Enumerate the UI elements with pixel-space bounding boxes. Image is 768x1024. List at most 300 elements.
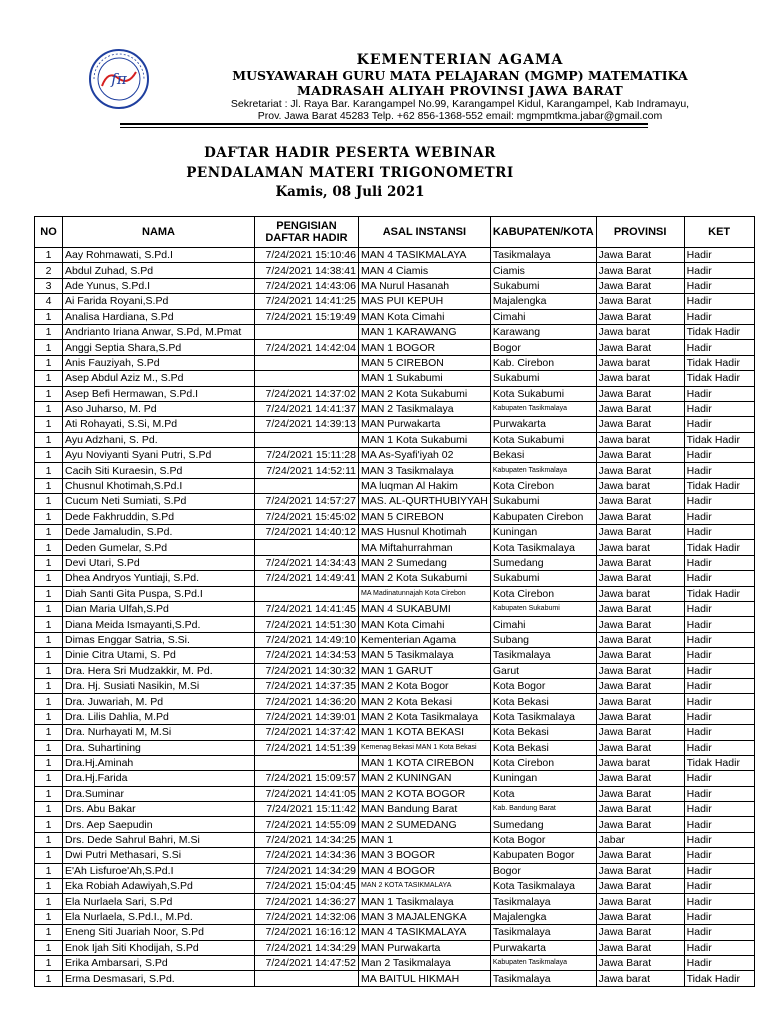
cell-asal-instansi: MAN 3 MAJALENGKA — [359, 909, 491, 924]
cell-ket: Hadir — [684, 678, 754, 693]
cell-pengisian: 7/24/2021 14:55:09 — [255, 817, 359, 832]
cell-ket: Hadir — [684, 340, 754, 355]
cell-provinsi: Jawa Barat — [596, 648, 684, 663]
cell-asal-instansi: MAN 5 Tasikmalaya — [359, 648, 491, 663]
cell-no: 1 — [35, 740, 63, 755]
cell-pengisian — [255, 755, 359, 770]
cell-provinsi: Jawa Barat — [596, 725, 684, 740]
cell-no: 1 — [35, 509, 63, 524]
cell-nama: Dra.Suminar — [63, 786, 255, 801]
cell-pengisian: 7/24/2021 14:43:06 — [255, 278, 359, 293]
cell-provinsi: Jawa Barat — [596, 571, 684, 586]
cell-no: 1 — [35, 601, 63, 616]
cell-ket: Hadir — [684, 694, 754, 709]
cell-asal-instansi: MAN 1 — [359, 832, 491, 847]
cell-ket: Tidak Hadir — [684, 371, 754, 386]
cell-kabupaten: Majalengka — [490, 294, 596, 309]
cell-asal-instansi: MAN 2 SUMEDANG — [359, 817, 491, 832]
cell-kabupaten: Kota Cirebon — [490, 586, 596, 601]
cell-asal-instansi: MAN 2 KOTA BOGOR — [359, 786, 491, 801]
cell-nama: Dimas Enggar Satria, S.Si. — [63, 632, 255, 647]
cell-nama: Ai Farida Royani,S.Pd — [63, 294, 255, 309]
cell-provinsi: Jawa Barat — [596, 555, 684, 570]
table-row — [35, 832, 755, 847]
table-row — [35, 909, 755, 924]
cell-provinsi: Jabar — [596, 832, 684, 847]
letterhead — [0, 0, 768, 130]
cell-kabupaten: Tasikmalaya — [490, 248, 596, 263]
table-row — [35, 448, 755, 463]
cell-provinsi: Jawa Barat — [596, 771, 684, 786]
cell-asal-instansi: MAN 1 KARAWANG — [359, 324, 491, 339]
cell-no: 1 — [35, 463, 63, 478]
cell-pengisian: 7/24/2021 14:39:13 — [255, 417, 359, 432]
cell-ket: Hadir — [684, 386, 754, 401]
cell-nama: Diana Meida Ismayanti,S.Pd. — [63, 617, 255, 632]
cell-ket: Hadir — [684, 894, 754, 909]
cell-asal-instansi: MAN Purwakarta — [359, 417, 491, 432]
cell-asal-instansi: MAN 2 KUNINGAN — [359, 771, 491, 786]
cell-asal-instansi: MAS Husnul Khotimah — [359, 525, 491, 540]
attendance-table — [34, 216, 755, 987]
cell-no: 1 — [35, 340, 63, 355]
cell-no: 1 — [35, 955, 63, 970]
cell-provinsi: Jawa Barat — [596, 248, 684, 263]
cell-no: 1 — [35, 909, 63, 924]
cell-kabupaten: Kabupaten Tasikmalaya — [490, 401, 596, 416]
table-row — [35, 371, 755, 386]
cell-provinsi: Jawa Barat — [596, 740, 684, 755]
cell-kabupaten: Kota Cirebon — [490, 478, 596, 493]
cell-kabupaten: Kabupaten Tasikmalaya — [490, 463, 596, 478]
header-no: NO — [35, 217, 63, 248]
cell-ket: Hadir — [684, 263, 754, 278]
cell-nama: Dra.Hj.Farida — [63, 771, 255, 786]
cell-ket: Hadir — [684, 248, 754, 263]
cell-ket: Tidak Hadir — [684, 971, 754, 986]
table-row — [35, 263, 755, 278]
cell-kabupaten: Sukabumi — [490, 278, 596, 293]
cell-kabupaten: Sukabumi — [490, 494, 596, 509]
cell-ket: Hadir — [684, 940, 754, 955]
cell-provinsi: Jawa barat — [596, 586, 684, 601]
cell-asal-instansi: MAN 4 TASIKMALAYA — [359, 248, 491, 263]
cell-no: 1 — [35, 648, 63, 663]
secretariat-address: Sekretariat : Jl. Raya Bar. Karangampel No.99, Karangampel Kidul, Karangampel, Kab Indramayu, — [230, 98, 690, 110]
cell-asal-instansi: MAN 1 KOTA BEKASI — [359, 725, 491, 740]
cell-asal-instansi: MAN 1 KOTA CIREBON — [359, 755, 491, 770]
cell-provinsi: Jawa barat — [596, 432, 684, 447]
table-row — [35, 955, 755, 970]
table-row — [35, 494, 755, 509]
cell-provinsi: Jawa barat — [596, 755, 684, 770]
cell-provinsi: Jawa Barat — [596, 678, 684, 693]
cell-asal-instansi: MAS. AL-QURTHUBIYYAH — [359, 494, 491, 509]
cell-ket: Hadir — [684, 817, 754, 832]
cell-no: 1 — [35, 925, 63, 940]
cell-kabupaten: Kota Bogor — [490, 678, 596, 693]
cell-nama: Dede Fakhruddin, S.Pd — [63, 509, 255, 524]
cell-asal-instansi: MAN 2 Kota Sukabumi — [359, 386, 491, 401]
cell-asal-instansi: MAN Purwakarta — [359, 940, 491, 955]
cell-nama: Chusnul Khotimah,S.Pd.I — [63, 478, 255, 493]
cell-pengisian: 7/24/2021 14:34:29 — [255, 940, 359, 955]
cell-no: 1 — [35, 248, 63, 263]
header-kabupaten: KABUPATEN/KOTA — [490, 217, 596, 248]
ministry-name: KEMENTERIAN AGAMA — [356, 52, 564, 68]
cell-nama: Enok Ijah Siti Khodijah, S.Pd — [63, 940, 255, 955]
cell-provinsi: Jawa barat — [596, 540, 684, 555]
cell-ket: Hadir — [684, 525, 754, 540]
table-row — [35, 586, 755, 601]
table-row — [35, 632, 755, 647]
cell-asal-instansi: MAN 2 Kota Tasikmalaya — [359, 709, 491, 724]
cell-asal-instansi: MAN Kota Cimahi — [359, 617, 491, 632]
cell-ket: Hadir — [684, 309, 754, 324]
cell-asal-instansi: MAN 1 BOGOR — [359, 340, 491, 355]
cell-nama: Dhea Andryos Yuntiaji, S.Pd. — [63, 571, 255, 586]
cell-no: 1 — [35, 324, 63, 339]
cell-ket: Hadir — [684, 509, 754, 524]
cell-pengisian: 7/24/2021 15:19:49 — [255, 309, 359, 324]
table-row — [35, 571, 755, 586]
cell-pengisian: 7/24/2021 14:52:11 — [255, 463, 359, 478]
cell-ket: Hadir — [684, 802, 754, 817]
cell-no: 1 — [35, 371, 63, 386]
cell-pengisian: 7/24/2021 14:41:05 — [255, 786, 359, 801]
cell-ket: Hadir — [684, 725, 754, 740]
cell-kabupaten: Kota Tasikmalaya — [490, 709, 596, 724]
cell-provinsi: Jawa Barat — [596, 925, 684, 940]
cell-kabupaten: Cimahi — [490, 617, 596, 632]
table-row — [35, 355, 755, 370]
cell-asal-instansi: MAN 4 BOGOR — [359, 863, 491, 878]
table-row — [35, 863, 755, 878]
cell-pengisian: 7/24/2021 14:34:53 — [255, 648, 359, 663]
cell-provinsi: Jawa Barat — [596, 848, 684, 863]
cell-pengisian: 7/24/2021 14:49:10 — [255, 632, 359, 647]
cell-pengisian: 7/24/2021 14:36:20 — [255, 694, 359, 709]
cell-ket: Hadir — [684, 555, 754, 570]
table-row — [35, 940, 755, 955]
cell-ket: Hadir — [684, 955, 754, 970]
cell-nama: Dra.Hj.Aminah — [63, 755, 255, 770]
cell-no: 1 — [35, 894, 63, 909]
cell-nama: Dra. Suhartining — [63, 740, 255, 755]
cell-ket: Hadir — [684, 786, 754, 801]
cell-nama: Asep Abdul Aziz M., S.Pd — [63, 371, 255, 386]
cell-pengisian: 7/24/2021 16:16:12 — [255, 925, 359, 940]
cell-asal-instansi: MAN 2 Kota Sukabumi — [359, 571, 491, 586]
table-row — [35, 817, 755, 832]
cell-ket: Hadir — [684, 648, 754, 663]
cell-ket: Hadir — [684, 494, 754, 509]
cell-no: 1 — [35, 678, 63, 693]
cell-kabupaten: Bogor — [490, 340, 596, 355]
table-row — [35, 971, 755, 986]
cell-provinsi: Jawa Barat — [596, 401, 684, 416]
table-row — [35, 525, 755, 540]
cell-asal-instansi: MAN 1 Sukabumi — [359, 371, 491, 386]
table-row — [35, 925, 755, 940]
cell-provinsi: Jawa Barat — [596, 294, 684, 309]
table-row — [35, 678, 755, 693]
cell-nama: Dra. Lilis Dahlia, M.Pd — [63, 709, 255, 724]
cell-kabupaten: Sumedang — [490, 555, 596, 570]
cell-pengisian: 7/24/2021 15:10:46 — [255, 248, 359, 263]
cell-no: 1 — [35, 725, 63, 740]
cell-no: 1 — [35, 879, 63, 894]
cell-no: 1 — [35, 632, 63, 647]
cell-nama: Devi Utari, S.Pd — [63, 555, 255, 570]
table-row — [35, 432, 755, 447]
cell-nama: Dwi Putri Methasari, S.Si — [63, 848, 255, 863]
cell-ket: Tidak Hadir — [684, 540, 754, 555]
cell-no: 1 — [35, 401, 63, 416]
cell-no: 1 — [35, 571, 63, 586]
table-row — [35, 786, 755, 801]
table-row — [35, 617, 755, 632]
cell-kabupaten: Kabupaten Bogor — [490, 848, 596, 863]
table-row — [35, 278, 755, 293]
table-row — [35, 740, 755, 755]
cell-provinsi: Jawa Barat — [596, 863, 684, 878]
cell-no: 1 — [35, 755, 63, 770]
cell-provinsi: Jawa barat — [596, 324, 684, 339]
table-row — [35, 386, 755, 401]
cell-ket: Hadir — [684, 601, 754, 616]
cell-provinsi: Jawa Barat — [596, 709, 684, 724]
cell-nama: Drs. Abu Bakar — [63, 802, 255, 817]
cell-provinsi: Jawa Barat — [596, 448, 684, 463]
cell-asal-instansi: MAN Bandung Barat — [359, 802, 491, 817]
cell-asal-instansi: MA Miftahurrahman — [359, 540, 491, 555]
cell-pengisian: 7/24/2021 14:49:41 — [255, 571, 359, 586]
cell-nama: Ela Nurlaela Sari, S.Pd — [63, 894, 255, 909]
cell-no: 1 — [35, 832, 63, 847]
cell-no: 1 — [35, 617, 63, 632]
cell-pengisian — [255, 432, 359, 447]
table-row — [35, 401, 755, 416]
table-row — [35, 555, 755, 570]
cell-provinsi: Jawa Barat — [596, 309, 684, 324]
cell-ket: Hadir — [684, 417, 754, 432]
cell-nama: Drs. Aep Saepudin — [63, 817, 255, 832]
cell-provinsi: Jawa barat — [596, 355, 684, 370]
cell-kabupaten: Kota Sukabumi — [490, 386, 596, 401]
cell-no: 1 — [35, 786, 63, 801]
table-row — [35, 324, 755, 339]
cell-nama: Analisa Hardiana, S.Pd — [63, 309, 255, 324]
cell-pengisian: 7/24/2021 14:34:25 — [255, 832, 359, 847]
cell-nama: Dra. Hera Sri Mudzakkir, M. Pd. — [63, 663, 255, 678]
cell-pengisian: 7/24/2021 14:41:45 — [255, 601, 359, 616]
cell-pengisian — [255, 478, 359, 493]
cell-no: 1 — [35, 694, 63, 709]
cell-kabupaten: Bogor — [490, 863, 596, 878]
cell-no: 1 — [35, 817, 63, 832]
cell-pengisian: 7/24/2021 14:36:27 — [255, 894, 359, 909]
cell-provinsi: Jawa Barat — [596, 494, 684, 509]
cell-asal-instansi: MAN 2 Sumedang — [359, 555, 491, 570]
cell-provinsi: Jawa barat — [596, 971, 684, 986]
table-row — [35, 771, 755, 786]
cell-provinsi: Jawa barat — [596, 478, 684, 493]
cell-asal-instansi: Man 2 Tasikmalaya — [359, 955, 491, 970]
header-provinsi: PROVINSI — [596, 217, 684, 248]
cell-no: 1 — [35, 478, 63, 493]
cell-no: 1 — [35, 432, 63, 447]
cell-provinsi: Jawa Barat — [596, 263, 684, 278]
cell-no: 4 — [35, 294, 63, 309]
cell-ket: Hadir — [684, 448, 754, 463]
cell-pengisian: 7/24/2021 14:38:41 — [255, 263, 359, 278]
cell-nama: Abdul Zuhad, S.Pd — [63, 263, 255, 278]
cell-ket: Tidak Hadir — [684, 355, 754, 370]
cell-kabupaten: Ciamis — [490, 263, 596, 278]
cell-pengisian: 7/24/2021 15:45:02 — [255, 509, 359, 524]
table-row — [35, 648, 755, 663]
cell-no: 1 — [35, 525, 63, 540]
cell-ket: Tidak Hadir — [684, 586, 754, 601]
cell-pengisian: 7/24/2021 14:57:27 — [255, 494, 359, 509]
cell-provinsi: Jawa Barat — [596, 786, 684, 801]
cell-pengisian: 7/24/2021 14:30:32 — [255, 663, 359, 678]
cell-kabupaten: Sukabumi — [490, 571, 596, 586]
cell-kabupaten: Bekasi — [490, 448, 596, 463]
cell-kabupaten: Garut — [490, 663, 596, 678]
cell-no: 1 — [35, 494, 63, 509]
cell-kabupaten: Kabupaten Tasikmalaya — [490, 955, 596, 970]
cell-nama: Aay Rohmawati, S.Pd.I — [63, 248, 255, 263]
cell-pengisian: 7/24/2021 14:39:01 — [255, 709, 359, 724]
cell-provinsi: Jawa Barat — [596, 694, 684, 709]
cell-no: 3 — [35, 278, 63, 293]
cell-nama: Dra. Juwariah, M. Pd — [63, 694, 255, 709]
cell-ket: Hadir — [684, 294, 754, 309]
header-ket: KET — [684, 217, 754, 248]
cell-asal-instansi: MA Nurul Hasanah — [359, 278, 491, 293]
table-row — [35, 802, 755, 817]
table-row — [35, 755, 755, 770]
table-row — [35, 879, 755, 894]
cell-ket: Hadir — [684, 663, 754, 678]
cell-pengisian: 7/24/2021 14:42:04 — [255, 340, 359, 355]
cell-nama: Anggi Septia Shara,S.Pd — [63, 340, 255, 355]
cell-kabupaten: Tasikmalaya — [490, 894, 596, 909]
cell-pengisian: 7/24/2021 14:34:36 — [255, 848, 359, 863]
cell-no: 1 — [35, 555, 63, 570]
cell-no: 1 — [35, 709, 63, 724]
cell-ket: Tidak Hadir — [684, 478, 754, 493]
cell-kabupaten: Kabupaten Sukabumi — [490, 601, 596, 616]
cell-provinsi: Jawa Barat — [596, 879, 684, 894]
cell-provinsi: Jawa Barat — [596, 632, 684, 647]
header-pengisian: PENGISIAN DAFTAR HADIR — [255, 217, 359, 248]
cell-pengisian: 7/24/2021 15:11:42 — [255, 802, 359, 817]
cell-nama: Drs. Dede Sahrul Bahri, M.Si — [63, 832, 255, 847]
cell-asal-instansi: MAN 4 Ciamis — [359, 263, 491, 278]
cell-provinsi: Jawa Barat — [596, 278, 684, 293]
table-row — [35, 848, 755, 863]
cell-ket: Hadir — [684, 401, 754, 416]
cell-asal-instansi: MAN 2 Kota Bogor — [359, 678, 491, 693]
cell-nama: Andrianto Iriana Anwar, S.Pd, M.Pmat — [63, 324, 255, 339]
table-row — [35, 709, 755, 724]
document-date: Kamis, 08 Juli 2021 — [275, 184, 425, 200]
table-row — [35, 417, 755, 432]
cell-asal-instansi: MAN 2 KOTA TASIKMALAYA — [359, 879, 491, 894]
cell-nama: Ayu Adzhani, S. Pd. — [63, 432, 255, 447]
svg-text:fπ: fπ — [111, 70, 127, 88]
cell-asal-instansi: MAN 4 TASIKMALAYA — [359, 925, 491, 940]
cell-nama: Eka Robiah Adawiyah,S.Pd — [63, 879, 255, 894]
cell-provinsi: Jawa Barat — [596, 386, 684, 401]
cell-pengisian: 7/24/2021 14:41:37 — [255, 401, 359, 416]
cell-nama: Deden Gumelar, S.Pd — [63, 540, 255, 555]
organization-scope: MADRASAH ALIYAH PROVINSI JAWA BARAT — [296, 83, 624, 98]
cell-asal-instansi: MA BAITUL HIKMAH — [359, 971, 491, 986]
cell-asal-instansi: MAN 1 GARUT — [359, 663, 491, 678]
cell-nama: Anis Fauziyah, S.Pd — [63, 355, 255, 370]
cell-kabupaten: Karawang — [490, 324, 596, 339]
cell-asal-instansi: MA As-Syafi'iyah 02 — [359, 448, 491, 463]
cell-pengisian: 7/24/2021 14:37:42 — [255, 725, 359, 740]
cell-no: 1 — [35, 386, 63, 401]
cell-nama: Dra. Hj. Susiati Nasikin, M.Si — [63, 678, 255, 693]
cell-provinsi: Jawa Barat — [596, 601, 684, 616]
cell-nama: Dian Maria Ulfah,S.Pd — [63, 601, 255, 616]
table-row — [35, 894, 755, 909]
table-row — [35, 663, 755, 678]
cell-no: 2 — [35, 263, 63, 278]
cell-no: 1 — [35, 309, 63, 324]
cell-pengisian: 7/24/2021 15:11:28 — [255, 448, 359, 463]
cell-pengisian: 7/24/2021 14:51:39 — [255, 740, 359, 755]
cell-kabupaten: Kuningan — [490, 525, 596, 540]
table-row — [35, 601, 755, 616]
cell-kabupaten: Kab. Bandung Barat — [490, 802, 596, 817]
cell-ket: Hadir — [684, 909, 754, 924]
cell-nama: Diah Santi Gita Puspa, S.Pd.I — [63, 586, 255, 601]
cell-asal-instansi: MAN 5 CIREBON — [359, 355, 491, 370]
cell-kabupaten: Tasikmalaya — [490, 648, 596, 663]
cell-nama: Dra. Nurhayati M, M.Si — [63, 725, 255, 740]
cell-kabupaten: Sukabumi — [490, 371, 596, 386]
cell-ket: Hadir — [684, 848, 754, 863]
cell-no: 1 — [35, 971, 63, 986]
cell-asal-instansi: MAN 5 CIREBON — [359, 509, 491, 524]
cell-ket: Tidak Hadir — [684, 755, 754, 770]
cell-nama: Eneng Siti Juariah Noor, S.Pd — [63, 925, 255, 940]
cell-asal-instansi: MA Madinatunnajah Kota Cirebon — [359, 586, 491, 601]
cell-pengisian — [255, 586, 359, 601]
cell-kabupaten: Kota — [490, 786, 596, 801]
cell-nama: Asep Befi Hermawan, S.Pd.I — [63, 386, 255, 401]
cell-asal-instansi: MAN 2 Tasikmalaya — [359, 401, 491, 416]
cell-no: 1 — [35, 417, 63, 432]
cell-pengisian: 7/24/2021 14:40:12 — [255, 525, 359, 540]
cell-pengisian: 7/24/2021 14:34:29 — [255, 863, 359, 878]
cell-kabupaten: Kota Tasikmalaya — [490, 879, 596, 894]
cell-kabupaten: Kuningan — [490, 771, 596, 786]
cell-nama: Ayu Noviyanti Syani Putri, S.Pd — [63, 448, 255, 463]
cell-pengisian — [255, 324, 359, 339]
cell-pengisian: 7/24/2021 15:04:45 — [255, 879, 359, 894]
cell-ket: Tidak Hadir — [684, 432, 754, 447]
table-row — [35, 509, 755, 524]
cell-kabupaten: Subang — [490, 632, 596, 647]
